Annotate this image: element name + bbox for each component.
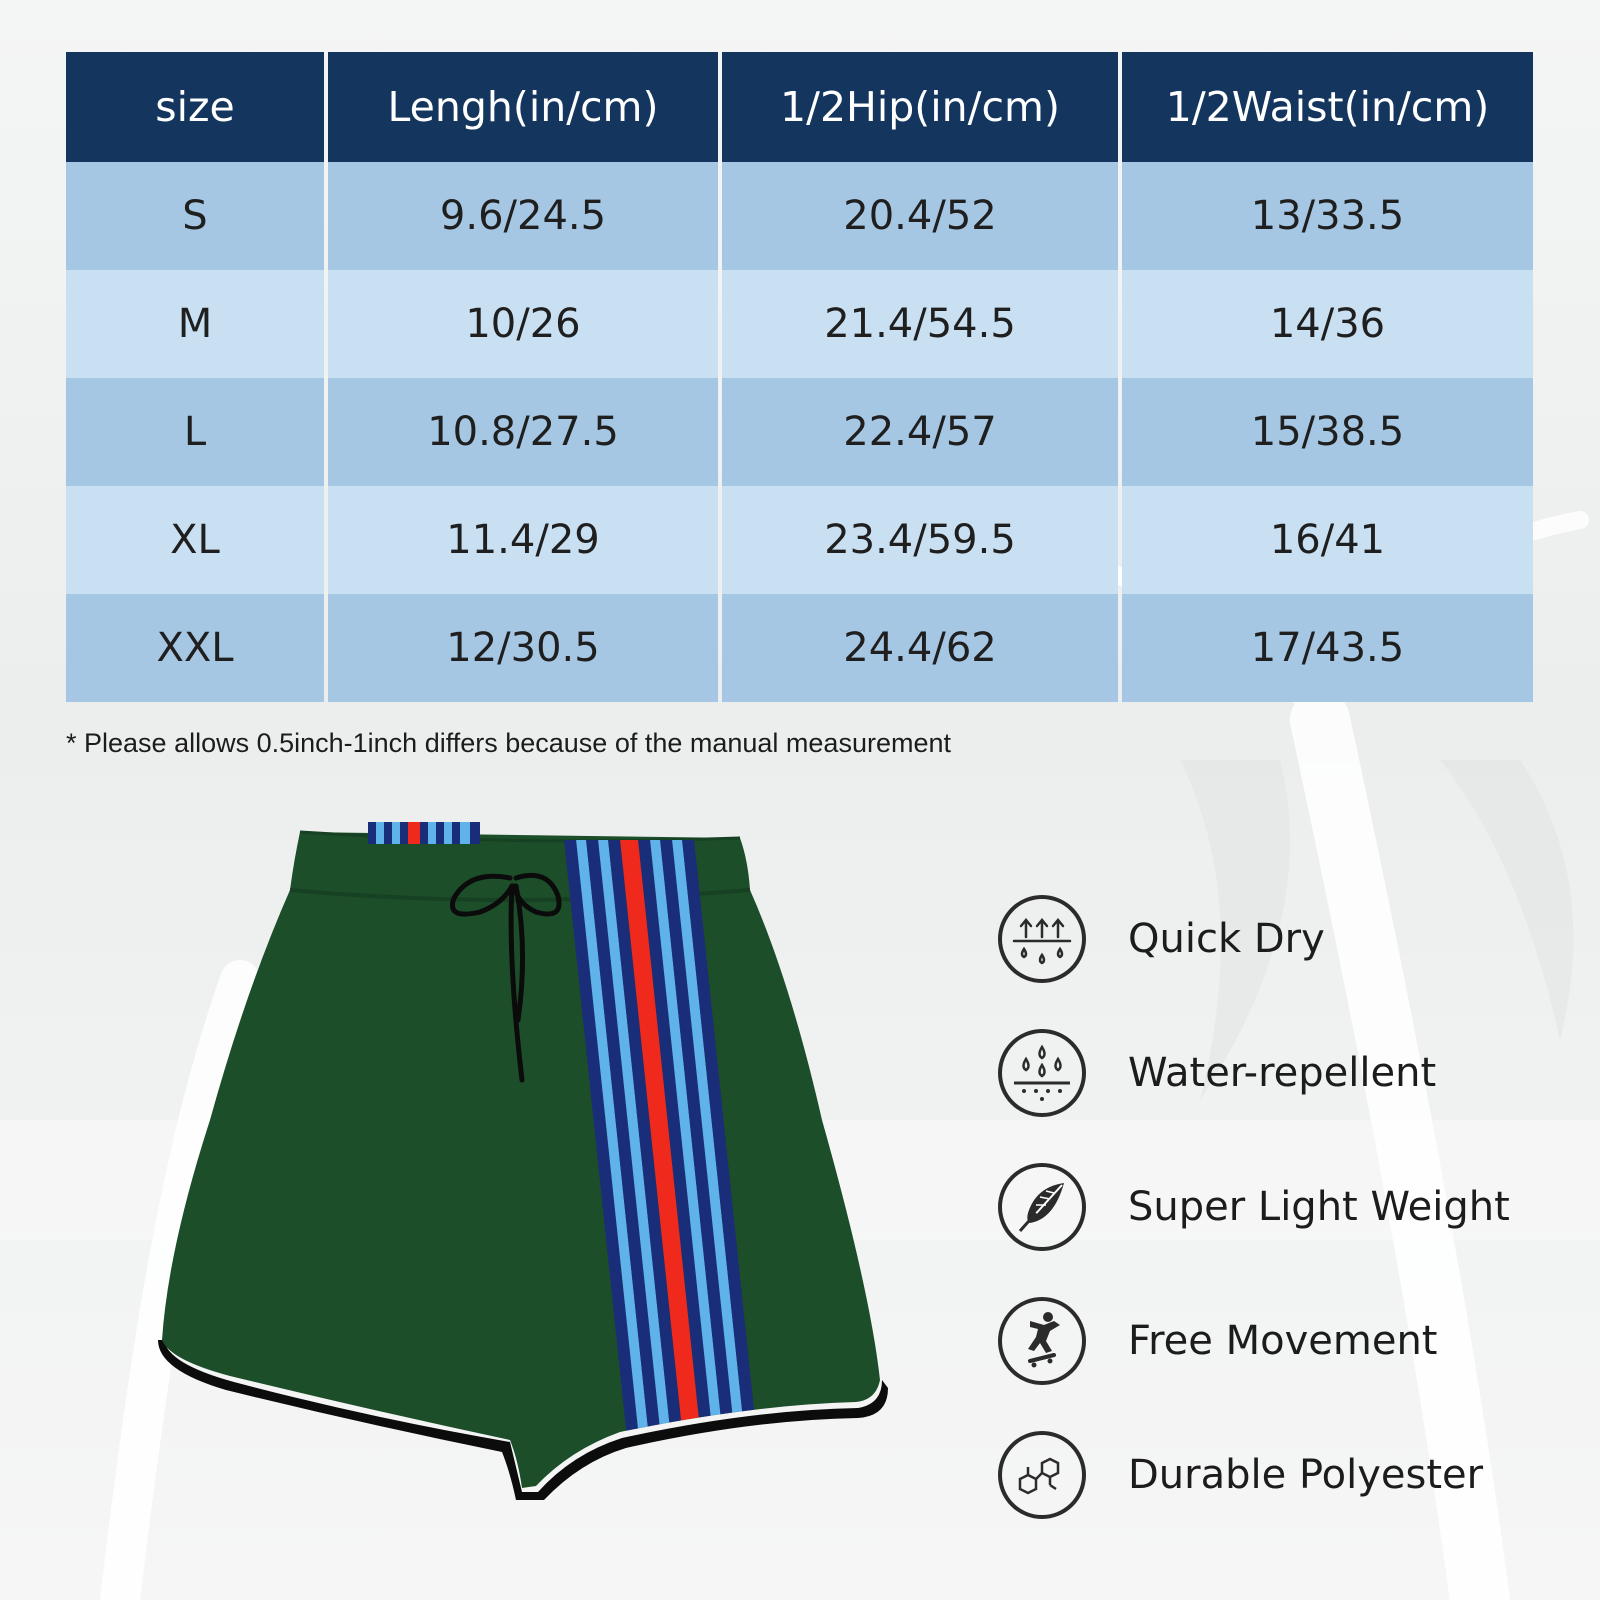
table-cell-length: 10.8/27.5	[328, 378, 718, 486]
table-cell-hip: 24.4/62	[722, 594, 1118, 702]
feature-label: Water-repellent	[1128, 1050, 1437, 1096]
measurement-footnote: * Please allows 0.5inch-1inch differs because of the manual measurement	[66, 728, 952, 758]
feature-item	[996, 1140, 1576, 1274]
table-cell-waist: 14/36	[1122, 270, 1533, 378]
feature-label: Super Light Weight	[1128, 1184, 1510, 1230]
table-header-hip: 1/2Hip(in/cm)	[722, 52, 1118, 162]
quick-dry-icon	[996, 893, 1088, 985]
table-header-waist: 1/2Waist(in/cm)	[1122, 52, 1533, 162]
feature-label: Quick Dry	[1128, 916, 1325, 962]
table-cell-waist: 16/41	[1122, 486, 1533, 594]
water-repellent-icon	[996, 1027, 1088, 1119]
feature-item	[996, 872, 1576, 1006]
table-cell-size: XL	[66, 486, 324, 594]
table-cell-hip: 20.4/52	[722, 162, 1118, 270]
size-chart-table	[66, 52, 1534, 710]
feature-item	[996, 1006, 1576, 1140]
table-cell-size: L	[66, 378, 324, 486]
table-cell-waist: 17/43.5	[1122, 594, 1533, 702]
table-header-length: Lengh(in/cm)	[328, 52, 718, 162]
shorts-product-image	[150, 820, 910, 1520]
skateboarder-icon	[996, 1295, 1088, 1387]
table-cell-length: 11.4/29	[328, 486, 718, 594]
table-cell-hip: 23.4/59.5	[722, 486, 1118, 594]
table-cell-size: M	[66, 270, 324, 378]
table-header-size: size	[66, 52, 324, 162]
table-cell-waist: 15/38.5	[1122, 378, 1533, 486]
table-cell-hip: 21.4/54.5	[722, 270, 1118, 378]
table-cell-length: 9.6/24.5	[328, 162, 718, 270]
table-cell-waist: 13/33.5	[1122, 162, 1533, 270]
table-cell-size: XXL	[66, 594, 324, 702]
polyester-molecule-icon	[996, 1429, 1088, 1521]
table-cell-size: S	[66, 162, 324, 270]
table-cell-length: 12/30.5	[328, 594, 718, 702]
table-cell-length: 10/26	[328, 270, 718, 378]
feature-label: Durable Polyester	[1128, 1452, 1484, 1498]
feature-item	[996, 1274, 1576, 1408]
feature-list	[996, 872, 1576, 1542]
feather-icon	[996, 1161, 1088, 1253]
table-cell-hip: 22.4/57	[722, 378, 1118, 486]
feature-item	[996, 1408, 1576, 1542]
feature-label: Free Movement	[1128, 1318, 1438, 1364]
